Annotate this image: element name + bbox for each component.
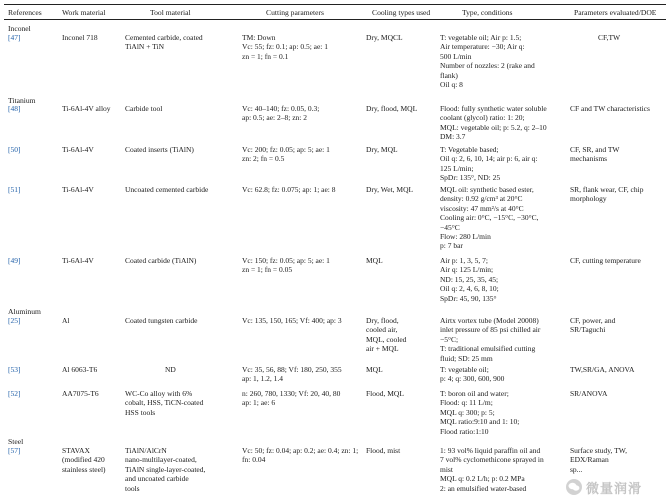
cell-line: air + MQL xyxy=(366,344,399,354)
header-parameters-evaluated: Parameters evaluated/DOE xyxy=(574,8,657,17)
cell-line: cooled air, xyxy=(366,325,398,335)
cell-line: Inconel 718 xyxy=(62,33,98,42)
ref-cell xyxy=(8,256,52,265)
work-material-cell xyxy=(62,33,122,42)
parameters-evaluated-cell xyxy=(570,256,667,265)
cell-line: MQL xyxy=(366,365,383,374)
cell-line: DM: 3.7 xyxy=(440,132,466,142)
cell-line: MQL q: 300; p: 5; xyxy=(440,407,495,417)
tool-material-cell xyxy=(125,104,237,113)
cell-line: MQL q: 0.2 L/h; p: 0.2 MPa xyxy=(440,474,525,484)
cell-line: Ti-6Al-4V alloy xyxy=(62,104,111,113)
cell-line: Vc: 40–140; fz: 0.05, 0.3; xyxy=(242,104,320,113)
parameters-evaluated-cell xyxy=(570,365,667,374)
cooling-types-cell xyxy=(366,316,438,354)
cell-line: Dry, MQCL xyxy=(366,33,403,42)
cell-line: ap: 1, 1.2, 1.4 xyxy=(242,374,284,384)
cell-line: CF,TW xyxy=(598,33,621,42)
header-type-conditions: Type, conditions xyxy=(462,8,513,17)
cell-line: MQL xyxy=(366,256,383,265)
section-title: Inconel xyxy=(8,24,31,33)
cell-line: SR/ANOVA xyxy=(570,389,608,398)
cell-line: Flood, MQL xyxy=(366,389,404,398)
section-title: Titanium xyxy=(8,96,36,105)
type-conditions-cell xyxy=(440,389,566,436)
cell-line: TW,SR/GA, ANOVA xyxy=(570,365,635,374)
cell-line: (modified 420 xyxy=(62,455,105,465)
cell-line: TM: Down xyxy=(242,33,276,42)
tool-material-cell xyxy=(125,145,237,154)
type-conditions-cell xyxy=(440,256,566,303)
cell-line: Ti-6Al-4V xyxy=(62,185,94,194)
cell-line: TiAlN/AlCrN xyxy=(125,446,167,455)
cutting-parameters-cell xyxy=(242,33,364,61)
work-material-cell xyxy=(62,145,122,154)
cell-line: Airtx vortex tube (Model 20008) xyxy=(440,316,539,325)
cell-line: MQL oil: synthetic based ester, xyxy=(440,185,534,194)
ref-cell xyxy=(8,316,52,325)
cell-line: −45°C xyxy=(440,222,460,232)
cell-line: HSS tools xyxy=(125,407,156,417)
cooling-types-cell xyxy=(366,365,438,374)
work-material-cell xyxy=(62,389,122,398)
cooling-types-cell xyxy=(366,446,438,455)
ref-cell xyxy=(8,145,52,154)
cell-line: p: 7 bar xyxy=(440,241,463,251)
cooling-types-cell xyxy=(366,104,438,113)
cell-line: Dry, Wet, MQL xyxy=(366,185,414,194)
cell-line: MQL: vegetable oil; p: 5.2, q: 2–10 xyxy=(440,122,547,132)
cell-line: density: 0.92 g/cm³ at 20°C xyxy=(440,194,523,204)
header-tool-material: Tool material xyxy=(150,8,191,17)
cell-line: ND xyxy=(165,365,176,374)
header-references: References xyxy=(8,8,42,17)
cooling-types-cell xyxy=(366,185,438,194)
cutting-parameters-cell xyxy=(242,365,364,384)
parameters-evaluated-cell xyxy=(570,446,667,474)
work-material-cell xyxy=(62,256,122,265)
cell-line: Flood ratio:1:10 xyxy=(440,426,489,436)
cell-line: Number of nozzles: 2 (rake and xyxy=(440,61,535,71)
cell-line: EDX/Raman xyxy=(570,455,609,465)
cell-line: Carbide tool xyxy=(125,104,163,113)
cell-line: Dry, flood, xyxy=(366,316,399,325)
cell-line: Oil q: 8 xyxy=(440,80,463,90)
work-material-cell xyxy=(62,104,122,113)
cell-line: T: Vegetable based; xyxy=(440,145,499,154)
citation-link[interactable]: [57] xyxy=(8,446,21,455)
citation-link[interactable]: [48] xyxy=(8,104,21,113)
cell-line: Vc: 200; fz: 0.05; ap: 5; ae: 1 xyxy=(242,145,330,154)
cell-line: Al xyxy=(62,316,70,325)
cell-line: Coated inserts (TiAlN) xyxy=(125,145,194,154)
cell-line: SR/Taguchi xyxy=(570,325,606,335)
cell-line: Vc: 62.8; fz: 0.075; ap: 1; ae: 8 xyxy=(242,185,336,194)
cutting-parameters-cell xyxy=(242,256,364,275)
cell-line: Vc: 55; fz: 0.1; ap: 0.5; ae: 1 xyxy=(242,42,329,52)
header-rule xyxy=(4,19,666,20)
cell-line: MQL, cooled xyxy=(366,334,407,344)
type-conditions-cell xyxy=(440,185,566,251)
cell-line: n: 260, 780, 1330; Vf: 20, 40, 80 xyxy=(242,389,341,398)
cell-line: Cemented carbide, coated xyxy=(125,33,203,42)
cooling-types-cell xyxy=(366,256,438,265)
cell-line: Ti-6Al-4V xyxy=(62,256,94,265)
ref-cell xyxy=(8,389,52,398)
cutting-parameters-cell xyxy=(242,185,364,194)
cell-line: viscosity: 47 mm²/s at 40°C xyxy=(440,203,524,213)
wechat-logo-icon xyxy=(566,479,582,495)
cell-line: morphology xyxy=(570,194,607,204)
cell-line: Vc: 135, 150, 165; Vf: 400; ap: 3 xyxy=(242,316,342,325)
cooling-types-cell xyxy=(366,145,438,154)
cell-line: WC-Co alloy with 6% xyxy=(125,389,193,398)
cell-line: Oil q: 2, 4, 6, 8, 10; xyxy=(440,284,499,294)
cell-line: fn: 0.04 xyxy=(242,455,266,465)
cell-line: Al 6063-T6 xyxy=(62,365,98,374)
header-cooling-types: Cooling types used xyxy=(372,8,431,17)
cell-line: AA7075-T6 xyxy=(62,389,99,398)
cutting-parameters-cell xyxy=(242,145,364,164)
cell-line: flank) xyxy=(440,70,458,80)
cell-line: TiAlN single-layer-coated, xyxy=(125,464,206,474)
cell-line: coolant (glycol) ratio: 1: 20; xyxy=(440,113,525,123)
cell-line: Dry, flood, MQL xyxy=(366,104,418,113)
cell-line: Flood: fully synthetic water soluble xyxy=(440,104,547,113)
cell-line: ND: 15, 25, 35, 45; xyxy=(440,274,499,284)
tool-material-cell xyxy=(125,316,237,325)
work-material-cell xyxy=(62,446,122,474)
cell-line: cobalt, HSS, TiCN-coated xyxy=(125,398,204,408)
cell-line: T: vegetable oil; Air p: 1.5; xyxy=(440,33,522,42)
type-conditions-cell xyxy=(440,145,566,183)
parameters-evaluated-cell xyxy=(570,145,667,164)
cell-line: Vc: 150; fz: 0.05; ap: 5; ae: 1 xyxy=(242,256,330,265)
cutting-parameters-cell xyxy=(242,316,364,325)
citation-link[interactable]: [50] xyxy=(8,145,21,154)
cutting-parameters-cell xyxy=(242,104,364,123)
cell-line: 7 vol% cyclomethicone sprayed in xyxy=(440,455,544,465)
tool-material-cell xyxy=(125,389,237,417)
cell-line: MQL ratio:9:10 and 1: 10; xyxy=(440,417,520,427)
cooling-types-cell xyxy=(366,389,438,398)
watermark-text: 微量润滑 xyxy=(586,481,643,497)
ref-cell xyxy=(8,446,52,455)
type-conditions-cell xyxy=(440,316,566,363)
cell-line: Coated tungsten carbide xyxy=(125,316,198,325)
citation-link[interactable]: [52] xyxy=(8,389,21,398)
cell-line: stainless steel) xyxy=(62,464,106,474)
cell-line: Coated carbide (TiAlN) xyxy=(125,256,197,265)
work-material-cell xyxy=(62,365,122,374)
cell-line: Air q: 125 L/min; xyxy=(440,265,494,275)
cell-line: SpDr: 45, 90, 135° xyxy=(440,293,497,303)
parameters-evaluated-cell xyxy=(570,316,667,335)
cell-line: STAVAX xyxy=(62,446,90,455)
ref-cell xyxy=(8,33,52,42)
section-title: Steel xyxy=(8,437,24,446)
cooling-types-cell xyxy=(366,33,438,42)
tool-material-cell xyxy=(125,185,237,194)
cell-line: ap: 1; ae: 6 xyxy=(242,398,276,408)
cell-line: SpDr: 135°, ND: 25 xyxy=(440,173,501,183)
cell-line: mechanisms xyxy=(570,154,608,164)
cell-line: 500 L/min xyxy=(440,51,472,61)
cell-line: Flood, mist xyxy=(366,446,401,455)
cell-line: Uncoated cemented carbide xyxy=(125,185,209,194)
tool-material-cell xyxy=(125,33,237,52)
work-material-cell xyxy=(62,185,122,194)
cell-line: −5°C; xyxy=(440,334,459,344)
citation-link[interactable]: [51] xyxy=(8,185,21,194)
cell-line: Air p: 1, 3, 5, 7; xyxy=(440,256,488,265)
cell-line: 1: 93 vol% liquid paraffin oil and xyxy=(440,446,541,455)
citation-link[interactable]: [47] xyxy=(8,33,21,42)
cell-line: zn = 1; fn = 0.05 xyxy=(242,265,293,275)
cell-line: zn: 2; fn = 0.5 xyxy=(242,154,285,164)
cell-line: 2: an emulsified water-based xyxy=(440,483,527,493)
tool-material-cell xyxy=(125,256,237,265)
section-title: Aluminum xyxy=(8,307,41,316)
type-conditions-cell xyxy=(440,446,566,493)
cell-line: T: vegetable oil; xyxy=(440,365,489,374)
cutting-parameters-cell xyxy=(242,446,364,465)
cell-line: zn = 1; fn = 0.1 xyxy=(242,51,289,61)
work-material-cell xyxy=(62,316,122,325)
parameters-evaluated-cell xyxy=(570,104,667,113)
cell-line: Flood: q: 11 L/m; xyxy=(440,398,493,408)
citation-link[interactable]: [49] xyxy=(8,256,21,265)
cell-line: TiAlN + TiN xyxy=(125,42,164,52)
type-conditions-cell xyxy=(440,365,566,384)
parameters-evaluated-cell xyxy=(570,185,667,204)
ref-cell xyxy=(8,104,52,113)
cell-line: tools xyxy=(125,483,140,493)
cell-line: Dry, MQL xyxy=(366,145,398,154)
cell-line: Ti-6Al-4V xyxy=(62,145,94,154)
cell-line: T: traditional emulsified cutting xyxy=(440,344,536,354)
cell-line: Oil q: 2, 6, 10, 14; air p: 6, air q: xyxy=(440,154,538,164)
tool-material-cell xyxy=(125,446,237,493)
cell-line: Flow: 280 L/min xyxy=(440,232,491,242)
cell-line: p: 4; q: 300, 600, 900 xyxy=(440,374,505,384)
top-rule xyxy=(4,4,666,5)
cell-line: Vc: 50; fz: 0.04; ap: 0.2; ae: 0.4; zn: 1; xyxy=(242,446,359,455)
watermark xyxy=(566,478,666,496)
cell-line: and uncoated carbide xyxy=(125,474,189,484)
ref-cell xyxy=(8,365,52,374)
cell-line: Air temperature: −30; Air q: xyxy=(440,42,525,52)
cell-line: T: boron oil and water; xyxy=(440,389,509,398)
header-cutting-parameters: Cutting parameters xyxy=(266,8,324,17)
type-conditions-cell xyxy=(440,104,566,142)
cell-line: nano-multilayer-coated, xyxy=(125,455,197,465)
cutting-parameters-cell xyxy=(242,389,364,408)
cell-line: CF and TW characteristics xyxy=(570,104,650,113)
header-work-material: Work material xyxy=(62,8,106,17)
cell-line: CF, power, and xyxy=(570,316,616,325)
cell-line: 125 L/min; xyxy=(440,163,474,173)
cell-line: ap: 0.5; ae: 2–8; zn: 2 xyxy=(242,113,307,123)
cell-line: Vc: 35, 56, 88; Vf: 180, 250, 355 xyxy=(242,365,342,374)
cell-line: fluid; SD: 25 mm xyxy=(440,353,493,363)
cell-line: Cooling air: 0°C, −15°C, −30°C, xyxy=(440,213,539,223)
type-conditions-cell xyxy=(440,33,566,89)
parameters-evaluated-cell xyxy=(570,389,667,398)
cell-line: CF, cutting temperature xyxy=(570,256,641,265)
parameters-evaluated-cell xyxy=(570,33,669,42)
cell-line: inlet pressure of 85 psi chilled air xyxy=(440,325,541,335)
citation-link[interactable]: [25] xyxy=(8,316,21,325)
cell-line: sp... xyxy=(570,464,583,474)
cell-line: SR, flank wear, CF, chip xyxy=(570,185,644,194)
cell-line: CF, SR, and TW xyxy=(570,145,620,154)
cell-line: mist xyxy=(440,464,453,474)
ref-cell xyxy=(8,185,52,194)
cell-line: Surface study, TW, xyxy=(570,446,628,455)
citation-link[interactable]: [53] xyxy=(8,365,21,374)
